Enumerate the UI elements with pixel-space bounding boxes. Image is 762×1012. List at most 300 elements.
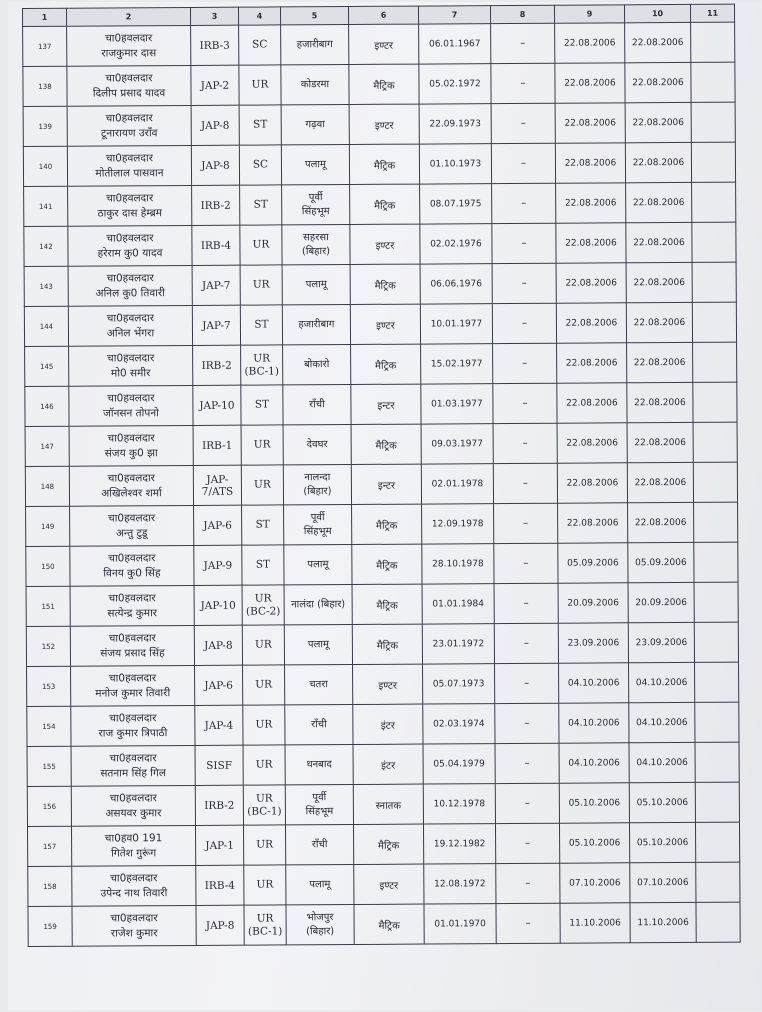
table-row bbox=[26, 542, 738, 586]
education-cell: इण्टर bbox=[350, 304, 420, 344]
district-cell bbox=[282, 225, 350, 265]
column-11-cell bbox=[694, 582, 738, 622]
rank-label: चा0हवलदार bbox=[110, 911, 158, 924]
person-name: हरेराम कु0 यादव bbox=[97, 246, 163, 260]
district-line1: चतरा bbox=[309, 678, 329, 690]
person-name: अखिलेश्वर शर्मा bbox=[101, 486, 162, 500]
column-11-cell bbox=[693, 422, 737, 462]
district-cell bbox=[283, 384, 351, 424]
category-text: UR bbox=[254, 591, 272, 605]
education-cell: मैट्रिक bbox=[353, 824, 423, 864]
unit-cell: IRB-2 bbox=[193, 345, 241, 385]
category-subtext: (BC-1) bbox=[247, 924, 283, 938]
column-8-cell: – bbox=[495, 663, 559, 703]
col-header: 2 bbox=[67, 7, 191, 26]
birth-date-cell: 02.01.1978 bbox=[421, 464, 493, 504]
table-body bbox=[23, 22, 741, 946]
column-11-cell bbox=[695, 822, 739, 862]
birth-date-cell: 10.01.1977 bbox=[420, 304, 492, 344]
serial-number: 148 bbox=[25, 466, 69, 506]
column-10-date: 20.09.2006 bbox=[628, 582, 694, 622]
category-cell bbox=[240, 225, 282, 265]
district-cell bbox=[285, 824, 353, 864]
unit-cell: JAP-7/ATS bbox=[193, 465, 241, 505]
serial-number: 153 bbox=[27, 666, 71, 706]
name-cell bbox=[71, 785, 195, 826]
district-line1: पलामू bbox=[305, 278, 327, 290]
table-row bbox=[26, 582, 738, 626]
category-cell bbox=[243, 745, 285, 785]
rank-label: चा0हवलदार bbox=[105, 71, 153, 84]
education-cell: स्नातक bbox=[353, 784, 423, 824]
unit-cell: JAP-8 bbox=[191, 145, 239, 185]
district-line1: पलामू bbox=[307, 638, 329, 650]
column-10-date: 22.08.2006 bbox=[626, 182, 692, 222]
district-cell bbox=[285, 664, 353, 704]
person-name: संजय प्रसाद सिंह bbox=[100, 646, 165, 660]
col-header: 3 bbox=[190, 7, 238, 25]
education-cell: इण्टर bbox=[350, 224, 420, 264]
district-line1: पूर्वी bbox=[310, 511, 325, 523]
unit-cell: IRB-1 bbox=[193, 425, 241, 465]
name-cell bbox=[69, 425, 193, 466]
column-11-cell bbox=[691, 62, 735, 102]
unit-cell: IRB-4 bbox=[196, 865, 244, 905]
column-11-cell bbox=[692, 222, 736, 262]
birth-date-cell: 02.03.1974 bbox=[423, 704, 495, 744]
col-header: 11 bbox=[690, 4, 734, 22]
unit-cell: JAP-1 bbox=[195, 825, 243, 865]
unit-cell: JAP-6 bbox=[194, 505, 242, 545]
column-8-cell: – bbox=[493, 423, 557, 463]
person-name: अनिल कु0 तिवारी bbox=[95, 286, 165, 300]
table-row bbox=[24, 222, 736, 266]
person-name: टूनारायण उराँव bbox=[100, 126, 158, 140]
district-line1: धनबाद bbox=[306, 758, 332, 770]
category-subtext: (BC-2) bbox=[245, 604, 281, 618]
table-row bbox=[25, 462, 737, 506]
birth-date-cell: 01.01.1984 bbox=[422, 584, 494, 624]
education-cell: इंटर bbox=[353, 704, 423, 744]
birth-date-cell: 10.12.1978 bbox=[423, 784, 495, 824]
rank-label: चा0हवलदार bbox=[108, 591, 156, 604]
district-line1: कोडरमा bbox=[300, 78, 330, 90]
name-cell bbox=[69, 465, 193, 506]
column-11-cell bbox=[693, 462, 737, 502]
column-8-cell: – bbox=[492, 223, 556, 263]
column-10-date: 22.08.2006 bbox=[626, 302, 692, 342]
person-name: मोतीलाल पासवान bbox=[95, 166, 164, 180]
district-line1: बोकारो bbox=[304, 358, 330, 370]
col-header: 6 bbox=[348, 6, 418, 24]
rank-label: चा0हवलदार bbox=[107, 471, 156, 484]
column-9-date: 07.10.2006 bbox=[560, 863, 630, 903]
district-line1: पलामू bbox=[304, 158, 327, 170]
serial-number: 152 bbox=[26, 626, 70, 666]
rank-label: चा0हवलदार bbox=[106, 191, 154, 204]
unit-cell: JAP-8 bbox=[191, 105, 239, 145]
column-10-date: 07.10.2006 bbox=[630, 862, 696, 902]
table-row bbox=[23, 22, 735, 66]
serial-number: 142 bbox=[24, 226, 68, 266]
column-11-cell bbox=[691, 102, 735, 142]
birth-date-cell: 08.07.1975 bbox=[420, 184, 492, 224]
column-8-cell: – bbox=[495, 703, 559, 743]
serial-number: 140 bbox=[23, 146, 67, 186]
district-line1: सहरसा bbox=[303, 231, 329, 243]
category-text: UR bbox=[256, 838, 274, 851]
serial-number: 157 bbox=[27, 826, 71, 866]
unit-cell: JAP-7 bbox=[192, 305, 240, 345]
district-cell bbox=[283, 464, 351, 504]
district-cell bbox=[281, 25, 349, 65]
column-10-date: 04.10.2006 bbox=[629, 702, 695, 742]
district-cell bbox=[282, 265, 350, 305]
scanned-page bbox=[8, 2, 762, 1010]
education-cell: इंटर bbox=[353, 744, 423, 784]
category-cell bbox=[243, 825, 285, 865]
district-line1: पलामू bbox=[309, 878, 331, 890]
district-cell bbox=[282, 185, 350, 225]
education-cell: मैट्रिक bbox=[351, 344, 421, 384]
name-cell bbox=[67, 105, 191, 146]
category-text: UR bbox=[255, 758, 273, 771]
birth-date-cell: 01.03.1977 bbox=[421, 384, 493, 424]
name-cell bbox=[72, 905, 196, 946]
birth-date-cell: 01.10.1973 bbox=[419, 144, 491, 184]
rank-label: चा0हवलदार bbox=[108, 551, 156, 564]
column-8-cell: – bbox=[494, 503, 558, 543]
column-9-date: 22.08.2006 bbox=[557, 383, 627, 423]
name-cell bbox=[71, 665, 195, 706]
serial-number: 154 bbox=[27, 706, 71, 746]
col-header: 5 bbox=[280, 7, 348, 25]
column-10-date: 22.08.2006 bbox=[627, 422, 693, 462]
district-line1: भोजपुर bbox=[306, 911, 334, 923]
column-9-date: 22.08.2006 bbox=[555, 23, 625, 63]
column-10-date: 22.08.2006 bbox=[626, 262, 692, 302]
education-cell: मैट्रिक bbox=[349, 64, 419, 104]
category-text: UR bbox=[253, 478, 271, 491]
column-9-date: 22.08.2006 bbox=[556, 183, 626, 223]
district-line2: (बिहार) bbox=[306, 925, 335, 937]
column-9-date: 04.10.2006 bbox=[559, 743, 629, 783]
column-9-date: 23.09.2006 bbox=[558, 623, 628, 663]
column-8-cell: – bbox=[493, 463, 557, 503]
person-name: असयवर कुमार bbox=[105, 806, 162, 820]
education-cell: मैट्रिक bbox=[351, 424, 421, 464]
rank-label: चा0हवलदार bbox=[107, 511, 156, 524]
person-name: सत्येन्द्र कुमार bbox=[107, 606, 158, 619]
category-cell bbox=[242, 625, 284, 665]
category-cell bbox=[244, 905, 286, 945]
education-cell: मैट्रिक bbox=[350, 184, 420, 224]
district-line1: हजारीबाग bbox=[298, 318, 335, 330]
table-row bbox=[28, 862, 740, 906]
column-11-cell bbox=[692, 262, 736, 302]
person-name: अन्तु टुडू bbox=[115, 526, 148, 539]
unit-cell: IRB-3 bbox=[191, 25, 239, 65]
column-11-cell bbox=[694, 622, 738, 662]
column-9-date: 22.08.2006 bbox=[556, 303, 626, 343]
category-text: UR bbox=[251, 78, 269, 91]
unit-cell: IRB-4 bbox=[192, 225, 240, 265]
column-10-date: 05.09.2006 bbox=[628, 542, 694, 582]
district-cell bbox=[284, 584, 352, 624]
district-cell bbox=[285, 704, 353, 744]
birth-date-cell: 12.09.1978 bbox=[422, 504, 494, 544]
district-cell bbox=[286, 904, 354, 944]
category-text: UR bbox=[252, 238, 270, 251]
district-line1: पूर्वी bbox=[308, 191, 323, 203]
column-9-date: 22.08.2006 bbox=[558, 503, 628, 543]
category-cell bbox=[239, 25, 281, 65]
rank-label: चा0हवलदार bbox=[109, 791, 157, 804]
serial-number: 139 bbox=[23, 106, 67, 146]
column-10-date: 04.10.2006 bbox=[629, 742, 695, 782]
district-cell bbox=[282, 304, 350, 344]
column-11-cell bbox=[693, 342, 737, 382]
column-10-date: 05.10.2006 bbox=[629, 782, 695, 822]
district-line1: देवघर bbox=[306, 438, 328, 450]
table-row bbox=[26, 502, 738, 546]
district-cell bbox=[283, 424, 351, 464]
column-9-date: 22.08.2006 bbox=[556, 223, 626, 263]
column-8-cell: – bbox=[493, 383, 557, 423]
rank-label: चा0हवलदार bbox=[106, 271, 154, 284]
column-9-date: 22.08.2006 bbox=[555, 103, 625, 143]
serial-number: 145 bbox=[25, 346, 69, 386]
category-text: UR bbox=[254, 638, 272, 651]
column-9-date: 22.08.2006 bbox=[555, 143, 625, 183]
table-row bbox=[23, 62, 735, 106]
table-row bbox=[25, 342, 737, 386]
category-cell bbox=[239, 65, 281, 105]
category-text: ST bbox=[254, 318, 269, 331]
table-row bbox=[24, 262, 736, 306]
column-10-date: 22.08.2006 bbox=[627, 342, 693, 382]
person-name: ठाकुर दास हेम्ब्रम bbox=[97, 206, 163, 220]
rank-label: चा0हवलदार bbox=[108, 671, 157, 684]
education-cell: मैट्रिक bbox=[352, 624, 422, 664]
column-10-date: 23.09.2006 bbox=[628, 622, 694, 662]
district-line1: नालन्दा bbox=[304, 471, 331, 483]
column-11-cell bbox=[695, 742, 739, 782]
education-cell: मैट्रिक bbox=[352, 544, 422, 584]
birth-date-cell: 19.12.1982 bbox=[423, 824, 495, 864]
name-cell bbox=[71, 745, 195, 786]
category-text: UR bbox=[255, 678, 273, 691]
column-9-date: 22.08.2006 bbox=[557, 423, 627, 463]
category-cell bbox=[241, 345, 283, 385]
column-11-cell bbox=[691, 142, 735, 182]
column-11-cell bbox=[692, 302, 736, 342]
serial-number: 137 bbox=[23, 26, 67, 66]
column-10-date: 11.10.2006 bbox=[630, 902, 696, 942]
name-cell bbox=[68, 305, 192, 346]
district-line1: राँची bbox=[311, 838, 328, 850]
rank-label: चा0हवलदार bbox=[107, 391, 155, 404]
district-line1: हजारीबाग bbox=[296, 38, 333, 50]
category-cell bbox=[241, 425, 283, 465]
category-cell bbox=[244, 865, 286, 905]
unit-cell: JAP-9 bbox=[194, 545, 242, 585]
category-cell bbox=[243, 665, 285, 705]
rank-label: चा0हवलदार bbox=[105, 31, 153, 44]
column-8-cell: – bbox=[491, 23, 555, 63]
name-cell bbox=[71, 705, 195, 746]
rank-label: चा0हवलदार bbox=[106, 311, 155, 324]
rank-label: चा0हवलदार bbox=[106, 351, 155, 364]
birth-date-cell: 22.09.1973 bbox=[419, 104, 491, 144]
column-9-date: 22.08.2006 bbox=[556, 263, 626, 303]
col-header: 8 bbox=[490, 5, 554, 23]
serial-number: 147 bbox=[25, 426, 69, 466]
col-header: 9 bbox=[554, 5, 624, 23]
column-8-cell: – bbox=[496, 863, 560, 903]
column-11-cell bbox=[693, 382, 737, 422]
table-row bbox=[23, 142, 735, 186]
name-cell bbox=[70, 625, 194, 666]
person-name: मो0 समीर bbox=[110, 366, 151, 379]
birth-date-cell: 09.03.1977 bbox=[421, 424, 493, 464]
column-11-cell bbox=[695, 782, 739, 822]
person-name: राजेश कुमार bbox=[110, 926, 158, 939]
person-name: राज कुमार त्रिपाठी bbox=[98, 726, 168, 740]
table-row bbox=[27, 822, 739, 866]
column-8-cell: – bbox=[494, 543, 558, 583]
table-row bbox=[25, 422, 737, 466]
district-cell bbox=[284, 624, 352, 664]
name-cell bbox=[69, 345, 193, 386]
person-name: उपेन्द नाथ तिवारी bbox=[100, 886, 168, 900]
table-row bbox=[26, 622, 738, 666]
rank-label: चा0हव0 191 bbox=[104, 831, 163, 845]
district-line1: पलामू bbox=[307, 558, 329, 570]
category-cell bbox=[240, 185, 282, 225]
category-text: UR bbox=[253, 438, 271, 451]
person-name: दिलीप प्रसाद यादव bbox=[92, 86, 166, 100]
column-10-date: 22.08.2006 bbox=[628, 502, 694, 542]
district-cell bbox=[281, 105, 349, 145]
person-name: राजकुमार दास bbox=[101, 46, 157, 60]
person-name: विनय कु0 सिंह bbox=[103, 566, 161, 580]
category-text: UR bbox=[255, 718, 273, 731]
unit-cell: JAP-8 bbox=[194, 625, 242, 665]
serial-number: 150 bbox=[26, 546, 70, 586]
district-line1: राँची bbox=[309, 398, 325, 410]
column-9-date: 22.08.2006 bbox=[557, 343, 627, 383]
unit-cell: JAP-2 bbox=[191, 65, 239, 105]
unit-cell: JAP-8 bbox=[196, 905, 244, 945]
category-cell bbox=[240, 265, 282, 305]
category-cell bbox=[241, 465, 283, 505]
district-cell bbox=[286, 864, 354, 904]
category-text: UR bbox=[256, 911, 274, 925]
district-line1: राँची bbox=[311, 718, 327, 730]
district-cell bbox=[281, 65, 349, 105]
serial-number: 141 bbox=[24, 186, 68, 226]
district-line1: गढ़वा bbox=[305, 118, 325, 130]
category-cell bbox=[242, 505, 284, 545]
name-cell bbox=[70, 505, 194, 546]
name-cell bbox=[67, 65, 191, 106]
name-cell bbox=[68, 185, 192, 226]
category-subtext: (BC-1) bbox=[244, 364, 279, 378]
serial-number: 151 bbox=[26, 586, 70, 626]
table-row bbox=[23, 102, 735, 146]
name-cell bbox=[71, 825, 195, 866]
education-cell: इन्टर bbox=[351, 464, 421, 504]
column-10-date: 22.08.2006 bbox=[625, 62, 691, 102]
unit-cell: SISF bbox=[195, 745, 243, 785]
birth-date-cell: 02.02.1976 bbox=[420, 224, 492, 264]
unit-cell: JAP-10 bbox=[193, 385, 241, 425]
column-9-date: 04.10.2006 bbox=[559, 663, 629, 703]
column-9-date: 05.09.2006 bbox=[558, 543, 628, 583]
name-cell bbox=[67, 145, 191, 186]
column-9-date: 05.10.2006 bbox=[559, 823, 629, 863]
table-row bbox=[27, 702, 739, 746]
name-cell bbox=[68, 265, 192, 306]
birth-date-cell: 05.04.1979 bbox=[423, 744, 495, 784]
serial-number: 158 bbox=[28, 866, 72, 906]
education-cell: मैट्रिक bbox=[352, 584, 422, 624]
column-8-cell: – bbox=[492, 303, 556, 343]
column-8-cell: – bbox=[492, 263, 556, 303]
column-10-date: 04.10.2006 bbox=[629, 662, 695, 702]
person-name: अनिल भेंगरा bbox=[106, 326, 155, 339]
column-9-date: 11.10.2006 bbox=[560, 903, 630, 943]
column-10-date: 22.08.2006 bbox=[625, 102, 691, 142]
district-cell bbox=[281, 145, 349, 185]
category-subtext: (BC-1) bbox=[247, 804, 282, 818]
unit-cell: JAP-4 bbox=[195, 705, 243, 745]
column-11-cell bbox=[695, 662, 739, 702]
education-cell: मैट्रिक bbox=[350, 264, 420, 304]
col-header: 1 bbox=[23, 8, 67, 26]
column-8-cell: – bbox=[491, 143, 555, 183]
column-10-date: 22.08.2006 bbox=[627, 462, 693, 502]
rank-label: चा0हवलदार bbox=[110, 871, 158, 884]
serial-number: 155 bbox=[27, 746, 71, 786]
category-text: ST bbox=[255, 518, 270, 531]
unit-cell: JAP-7 bbox=[192, 265, 240, 305]
name-cell bbox=[70, 545, 194, 586]
serial-number: 146 bbox=[25, 386, 69, 426]
column-9-date: 20.09.2006 bbox=[558, 583, 628, 623]
birth-date-cell: 01.01.1970 bbox=[424, 904, 496, 944]
birth-date-cell: 05.07.1973 bbox=[423, 664, 495, 704]
column-8-cell: – bbox=[495, 823, 559, 863]
table-row bbox=[28, 902, 740, 946]
column-8-cell: – bbox=[495, 743, 559, 783]
category-text: UR bbox=[256, 878, 274, 891]
education-cell: इण्टर bbox=[349, 24, 419, 64]
category-cell bbox=[243, 705, 285, 745]
district-line2: (बिहार) bbox=[303, 485, 332, 497]
rank-label: चा0हवलदार bbox=[105, 151, 154, 164]
seniority-table bbox=[22, 4, 741, 947]
district-line2: (बिहार) bbox=[301, 245, 331, 257]
district-line2: सिंहभूम bbox=[301, 205, 330, 217]
education-cell: मैट्रिक bbox=[354, 904, 424, 944]
education-cell: इण्टर bbox=[353, 664, 423, 704]
district-line2: सिंहभूम bbox=[303, 525, 332, 537]
table-row bbox=[27, 782, 739, 826]
category-cell bbox=[239, 105, 281, 145]
district-cell bbox=[283, 344, 351, 384]
